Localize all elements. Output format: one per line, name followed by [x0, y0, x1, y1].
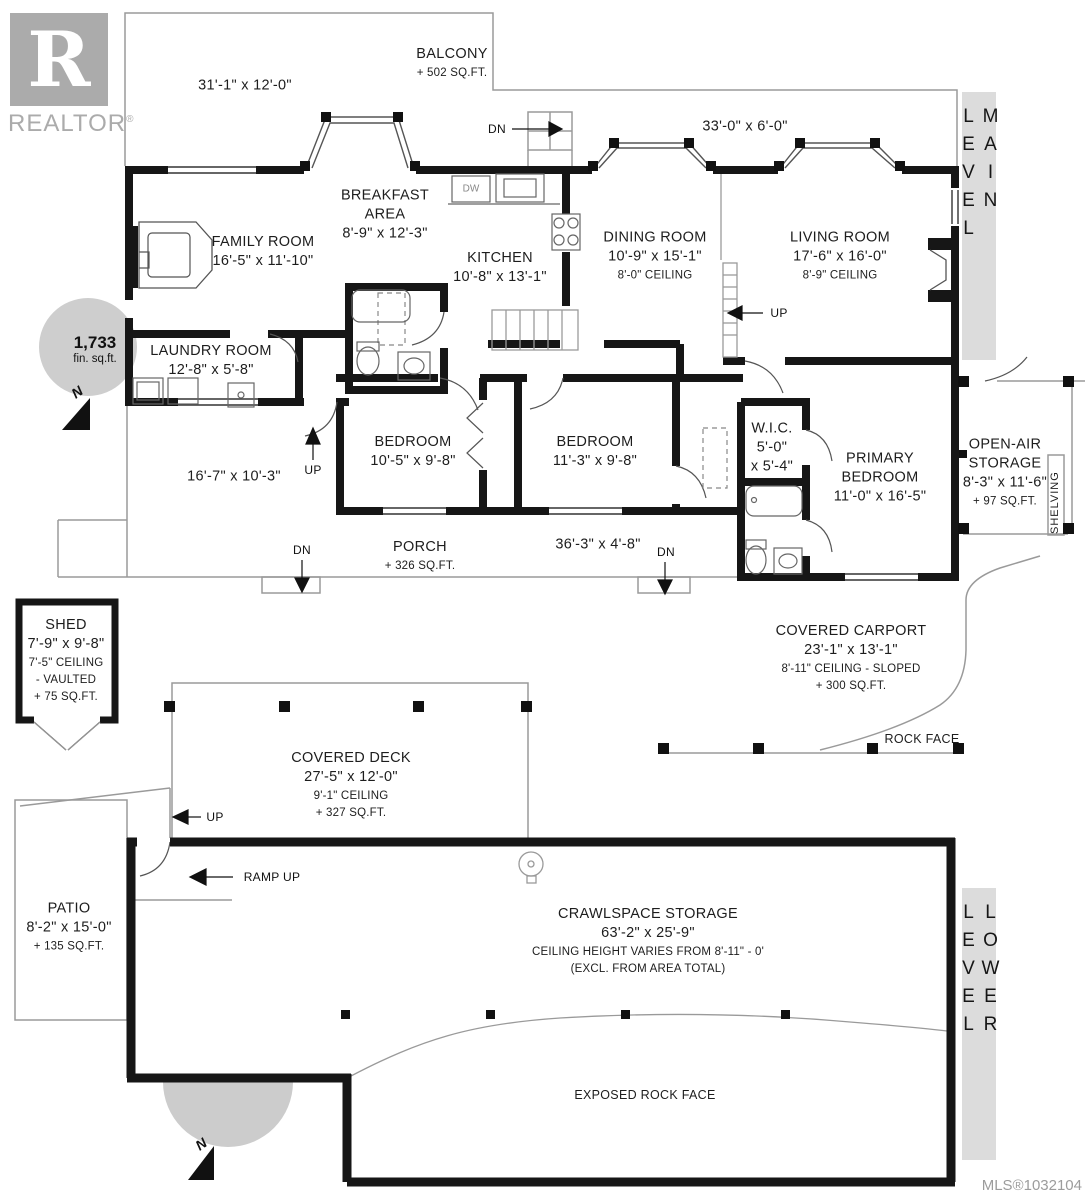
stair-label-dn-porch-left: DN	[293, 543, 311, 557]
drain-fixture	[519, 852, 543, 883]
annotation-rock-face: ROCK FACE	[884, 731, 960, 746]
compass-lower-bg	[163, 1082, 293, 1147]
room-label-bedroom-2: BEDROOM 11'-3" x 9'-8"	[552, 434, 638, 469]
stair-label-dn-porch-right: DN	[657, 545, 675, 559]
stair-label-up-side-deck: UP	[304, 463, 322, 477]
room-label-wic: W.I.C. 5'-0" x 5'-4"	[750, 420, 794, 475]
room-label-family-room: FAMILY ROOM 16'-5" x 11'-10"	[211, 234, 315, 269]
room-label-breakfast-area: BREAKFAST AREA 8'-9" x 12'-3"	[340, 187, 430, 242]
room-label-balcony: BALCONY + 502 SQ.FT.	[416, 46, 488, 79]
realtor-logo-word: REALTOR®	[8, 110, 135, 137]
north-letter-lower: N	[192, 1134, 210, 1154]
lower-level-bar: LOWER LEVEL	[962, 888, 996, 1160]
primary-bath-fixtures	[746, 486, 802, 574]
ramp-up-label: RAMP UP	[243, 870, 301, 884]
room-label-bedroom-1: BEDROOM 10'-5" x 9'-8"	[370, 434, 456, 469]
room-label-patio: PATIO 8'-2" x 15'-0" + 135 SQ.FT.	[26, 900, 112, 953]
room-label-dining-room: DINING ROOM 10'-9" x 15'-1" 8'-0" CEILING	[603, 229, 707, 282]
bay-windows	[300, 112, 905, 171]
door-swings	[140, 312, 1027, 876]
family-room-fireplace	[125, 222, 212, 288]
annotation-exposed-rock-face: EXPOSED ROCK FACE	[574, 1087, 716, 1102]
room-label-shed: SHED 7'-9" x 9'-8" 7'-5" CEILING - VAULTED + 75 SQ.FT.	[27, 616, 105, 703]
finished-area-badge	[73, 333, 116, 365]
room-label-open-air-storage: OPEN-AIR STORAGE 8'-3" x 11'-6" + 97 SQ.FT.	[962, 436, 1048, 507]
rock-face-line-lower	[351, 1015, 955, 1076]
room-label-covered-deck: COVERED DECK 27'-5" x 12'-0" 9'-1" CEILING + 327 SQ.FT.	[291, 750, 411, 819]
north-letter-main: N	[68, 382, 86, 402]
deck-posts	[164, 701, 532, 712]
stair-label-dn-balcony: DN	[488, 122, 506, 136]
dims-label-balcony-right: 33'-0" x 6'-0"	[702, 118, 788, 135]
main-bath-fixtures	[352, 290, 430, 380]
room-label-laundry-room: LAUNDRY ROOM 12'-8" x 5'-8"	[150, 343, 272, 378]
realtor-logo-r: R	[27, 14, 91, 104]
stair-label-up-lower-deck: UP	[206, 810, 224, 824]
room-label-living-room: LIVING ROOM 17'-6" x 16'-0" 8'-9" CEILING	[790, 229, 890, 282]
main-level-bar: MAIN LEVEL	[962, 92, 996, 360]
dishwasher-label: DW	[462, 183, 480, 195]
mls-number: MLS®1032104	[981, 1177, 1082, 1194]
room-label-crawlspace: CRAWLSPACE STORAGE 63'-2" x 25'-9" CEILING HEIGHT VARIES FROM 8'-11" - 0' (EXCL. FROM AREA TOTAL)	[531, 906, 765, 975]
room-label-porch: PORCH + 326 SQ.FT.	[384, 539, 456, 572]
north-arrow-main	[62, 398, 90, 430]
realtor-logo	[10, 13, 108, 106]
shelving-label: SHELVING	[1049, 471, 1061, 534]
dims-label-porch: 36'-3" x 4'-8"	[555, 536, 641, 553]
finished-area-value: 1,733	[73, 333, 117, 352]
room-label-primary-bedroom: PRIMARY BEDROOM 11'-0" x 16'-5"	[833, 450, 927, 505]
living-room-fireplace	[928, 238, 955, 302]
finished-area-unit: fin. sq.ft.	[73, 353, 117, 365]
dims-label-side-deck: 16'-7" x 10'-3"	[187, 468, 281, 485]
dims-label-balcony-left: 31'-1" x 12'-0"	[198, 77, 292, 94]
stair-label-up-living: UP	[770, 306, 788, 320]
room-label-kitchen: KITCHEN 10'-8" x 13'-1"	[453, 250, 547, 285]
room-label-covered-carport: COVERED CARPORT 23'-1" x 13'-1" 8'-11" CEILING - SLOPED + 300 SQ.FT.	[775, 623, 927, 692]
